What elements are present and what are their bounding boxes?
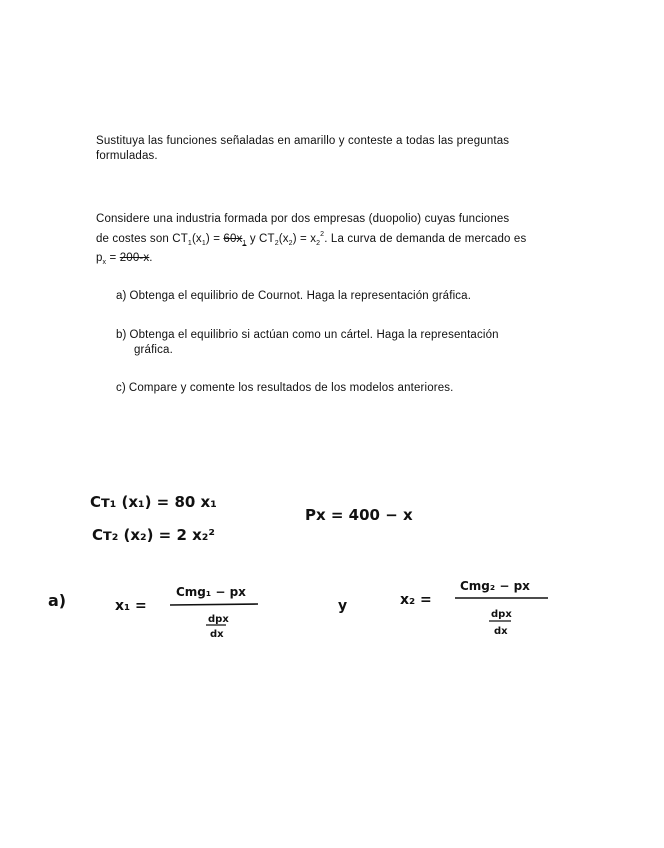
hw-part-a: a)	[48, 591, 67, 610]
question-b: b) Obtenga el equilibrio si actúan como un cártel. Haga la representación gráfica.	[116, 329, 499, 356]
problem-line-2: de costes son $CT_1(x_1) = 60x_1$ y $CT_2(x_2) = x_2^2$. La curva de demanda de mercado es	[96, 231, 527, 247]
struck-cost-1: $60x_1$	[223, 233, 247, 247]
hw-x2-numerator: Cmg₂ − px	[460, 579, 530, 593]
hw-x1-den-top: dpx	[208, 614, 229, 625]
hw-x2-den-bot: dx	[494, 626, 508, 637]
hw-x2-lhs: x₂ =	[400, 592, 432, 608]
hw-and: y	[338, 598, 348, 614]
struck-demand: 200-x	[119, 252, 150, 264]
hw-ct1: Cᴛ₁ (x₁) = 80 x₁	[90, 493, 217, 511]
hw-x2-den-top: dpx	[491, 609, 512, 620]
hw-x1-fraction-bar	[170, 604, 258, 605]
hw-ct2: Cᴛ₂ (x₂) = 2 x₂²	[92, 526, 215, 544]
hw-x1-den-bot: dx	[210, 629, 224, 640]
instructions-line-1: Sustituya las funciones señaladas en amarillo y conteste a todas las preguntas	[96, 135, 510, 147]
problem-line-3: $p_x = 200-x$.	[96, 252, 153, 266]
question-a: a) Obtenga el equilibrio de Cournot. Haga la representación gráfica.	[116, 290, 472, 302]
hw-x1-lhs: x₁ =	[115, 598, 147, 614]
hw-x1-numerator: Cmg₁ − px	[176, 585, 246, 599]
problem-line-1: Considere una industria formada por dos empresas (duopolio) cuyas funciones	[96, 213, 510, 225]
question-c: c) Compare y comente los resultados de los modelos anteriores.	[116, 382, 454, 394]
hw-demand: Px = 400 − x	[305, 506, 413, 524]
instructions-line-2: formuladas.	[96, 150, 158, 162]
